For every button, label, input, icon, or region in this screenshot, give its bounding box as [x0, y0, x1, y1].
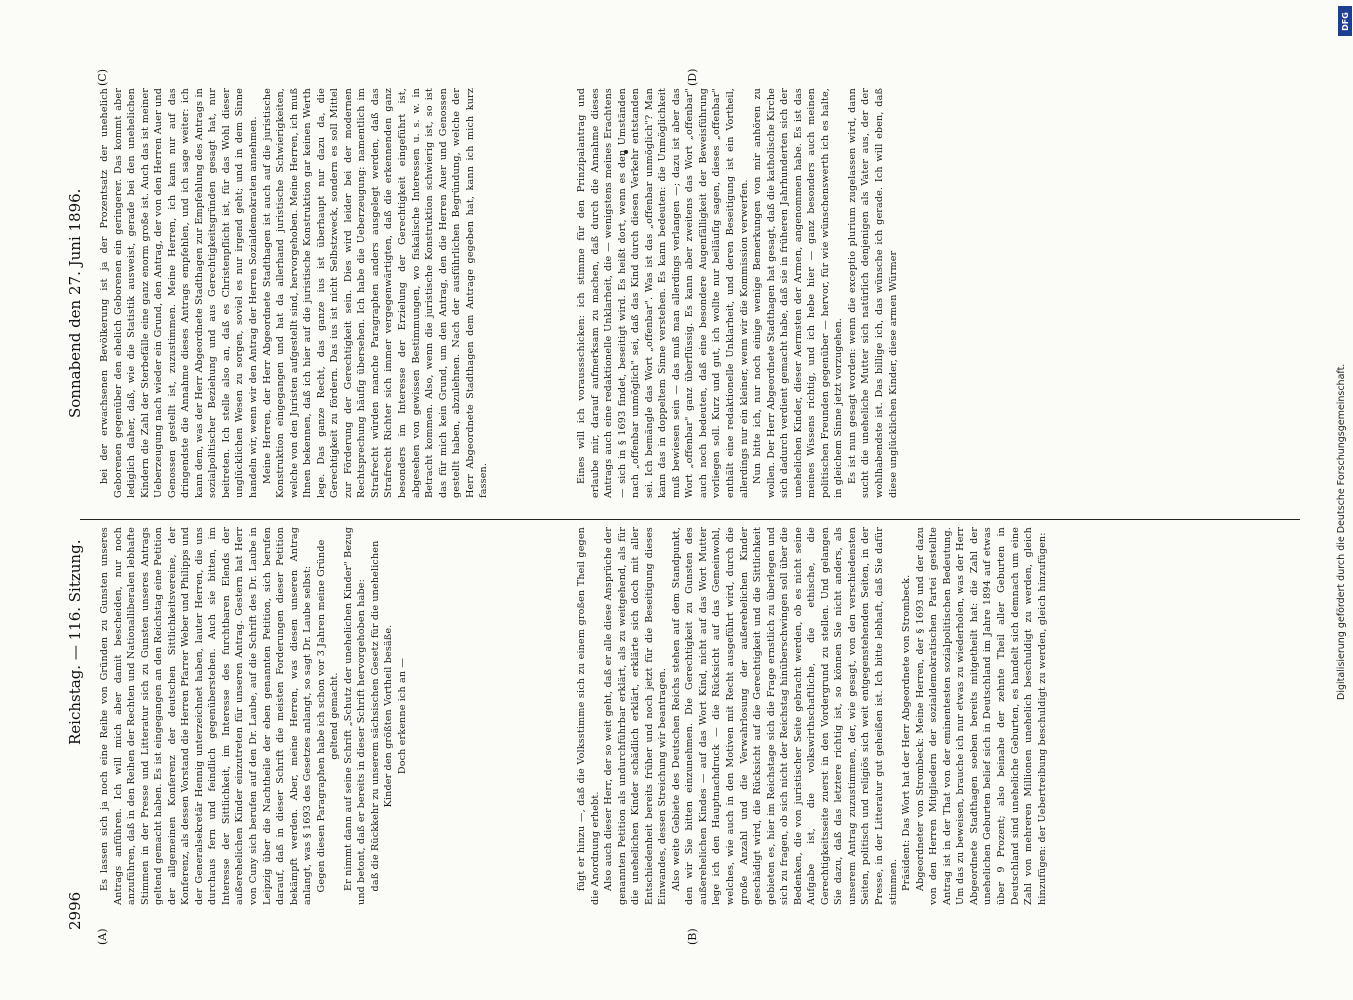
column-c	[98, 88, 491, 498]
paragraph: Abgeordneter von Strombeck: Meine Herren, der § 1693 und der dazu von den Herren Mitgliedern der sozialdemokratischen Partei gestellte Antrag ist in der That von der eminentesten sozialpolitischen Bedeutung. Um das zu beweisen, brauche ich nur etwas zu wiederholen, was der Herr Abgeordnete Stadthagen soeben bereits mitgetheilt hat: die Zahl der unehelichen Geburten belief sich in Deutschland im Jahre 1894 auf etwas über 9 Prozent; also beinahe der zehnte Theil aller Geburten in Deutschland sind uneheliche Geburten, es handelt sich demnach um eine Zahl von mehreren Millionen unehelich beschuldigt zu werden, gleich hinzufügen: der Uebertreibung beschuldigt zu werden, gleich hinzufügen:	[914, 527, 1048, 905]
paragraph: fügt er hinzu —, daß die Volksstimme sich zu einem großen Theil gegen die Anordnung erhebt.	[576, 527, 601, 905]
paragraph: Also weite Gebiete des Deutschen Reichs stehen auf dem Standpunkt, den wir Sie bitten einzunehmen. Die Gerechtigkeit zu Gunsten des außerehelichen Kindes — auf das Wort Kind, nicht auf das Wort Mutter lege ich den Hauptnachdruck — die Rücksicht auf das Gemeinwohl, welches, wie auch in den Motiven mit Recht ausgeführt wird, durch die große Anzahl und die Verwahrlosung der außerehelichen Kinder geschädigt wird, die Rücksicht auf die Gerechtigkeit und die Sittlichkeit gebieten es, hier im Reichstage sich die Frage ernstlich zu überlegen und sich zu fragen, ob sich nicht der Reichstag hinüberschwingen soll über die Bedenken, die von juristischer Seite gebracht werden, ob es nicht seine Aufgabe ist, die volkswirthschaftliche, die ethische, die Gerechtigkeitsseite zuerst in den Vordergrund zu stellen. Und gelangen Sie dazu, daß das letztere richtig ist, so können Sie nicht anders, als unserem Antrag zuzustimmen, der, wie gesagt, von den verschiedensten Seiten, politisch und religiös sich weit entgegenstehenden Seiten, in der Presse, in der Litteratur gut geheißen ist. Ich bitte lebhaft, daß Sie dafür stimmen.	[670, 527, 899, 905]
column-divider	[80, 519, 1300, 520]
session-date: Sonnabend den 27. Juni 1896.	[66, 188, 84, 418]
margin-mark-d: (D)	[686, 68, 699, 86]
paragraph: bei der erwachsenen Bevölkerung ist ja der Prozentsatz der unehelich Geborenen gegenüber den ehelich Geborenen ein geringerer. Das kommt aber lediglich daher, daß, wie die Statistik ausweist, gerade bei den unehelichen Kindern die Zahl der Sterbefälle eine ganz enorm große ist. Auch das ist meiner Ueberzeugung nach wieder ein Grund, den Antrag, der von den Herren Auer und Genossen gestellt ist, zuzustimmen. Meine Herren, ich kann nur auf das dringendste die Annahme dieses Antrags empfehlen, und ich sage weiter: ich kann dem, was der Herr Abgeordnete Stadthagen zur Empfehlung des Antrags in sozialpolitischer Beziehung und aus Gerechtigkeitsgründen gesagt hat, nur beitreten. Ich stelle also an, daß es Christenpflicht ist, für das Wohl dieser unglücklichen Wesen zu sorgen, soviel es nur irgend geht; und in dem Sinne handeln wir, wenn wir den Antrag der Herren Sozialdemokraten annehmen.	[99, 88, 260, 498]
paragraph: Er nimmt dann auf seine Schrift „Schutz der unehelichen Kinder" Bezug und betont, daß er bereits in dieser Schrift hervorgehoben habe:	[342, 527, 368, 905]
quote: daß die Rückkehr zu unserem sächsischen Gesetz für die unehelichen Kinder den größten Vortheil besäße.	[369, 540, 395, 892]
digitization-credit: Digitalisierung gefördert durch die Deutsche Forschungsgemeinschaft.	[1336, 363, 1347, 700]
paragraph: Es lassen sich ja noch eine Reihe von Gründen zu Gunsten unseres Antrags anführen. Ich will mich aber damit bescheiden, nur noch anzuführen, daß in den Reihen der Rechten und Nationalliberalen lebhafte Stimmen in der Presse und Litteratur sich zu Gunsten unseres Antrags geltend gemacht haben. Es ist eingegangen an den Reichstag eine Petition der allgemeinen Konferenz der deutschen Sittlichkeitsvereine, der Konferenz, als dessen Vorstand die Herren Pfarrer Weber und Philipps und der Generalsekretär Hennig unterzeichnet haben, lauter Herren, die uns durchaus fern und feindlich gegenüberstehen. Auch sie bitten, im Interesse der Sittlichkeit, im Interesse des furchtbaren Elends der außerehelichen Kinder einzutreten für unseren Antrag. Gestern hat Herr von Cuny sich berufen auf den Dr. Laube, auf die Schrift des Dr. Laube in Leipzig über die Nachtheile der eben genannten Petition, sich berufen darauf, daß in dieser Schrift die meisten Forderungen dieser Petition bekämpft werden. Aber, meine Herren, was diesen unseren Antrag anlangt, was § 1693 des Gesetzes anlangt, so sagt Dr. Laube selbst:	[99, 527, 314, 905]
page-number: 2996	[66, 891, 84, 930]
paragraph: Nun bitte ich, nur noch einige wenige Bemerkungen von mir anhören zu wollen. Der Herr Abgeordnete Stadthagen hat gesagt, daß die katholische Kirche sich dadurch verdient gemacht habe, daß sie in früheren Jahrhunderten sich der unehelichen Kinder, dieser Aermsten der Armen, angenommen habe. Es ist das meines Wissens richtig, und ich hebe hier — ganz besonders auch meinen politischen Freunden gegenüber — hervor, für wie wünschenswerth ich es halte, in gleichem Sinne jetzt vorzugehen.	[752, 88, 845, 498]
quote: Doch erkenne ich an —	[397, 657, 409, 775]
session-title: Reichstag. — 116. Sitzung.	[66, 539, 84, 745]
paragraph: Also auch dieser Herr, der so weit geht, daß er alle diese Ansprüche der genannten Petition als undurchführbar erklärt, als zu weitgehend, als für die unehelichen Kinder schädlich erklärt, erklärte sich doch mit aller Entschiedenheit bereits früher und noch jetzt für die Beseitigung dieses Einwandes, dessen Streichung wir beantragen.	[603, 527, 669, 905]
paragraph: Präsident: Das Wort hat der Herr Abgeordnete von Strombeck.	[901, 574, 913, 891]
margin-mark-a: (A)	[96, 928, 109, 945]
column-a	[98, 527, 410, 905]
quote: Gegen diesen Paragraphen habe ich schon vor 3 Jahren meine Gründe geltend gemacht.	[315, 539, 341, 893]
margin-mark-b: (B)	[686, 928, 699, 945]
margin-mark-c: (C)	[96, 69, 109, 86]
paragraph: Eines will ich voraussschicken: ich stimme für den Prinzipalantrag und erlaube mir, darauf aufmerksam zu machen, daß durch die Annahme dieses Antrags auch eine redaktionelle Unklarheit, die — wenigstens meines Erachtens — sich in § 1693 findet, beseitigt wird. Es heißt dort, wenn es den Umständen nach „offenbar unmöglich" sei, daß das Kind durch diesen Verkehr entstanden sei. Ich bemängle das Wort „offenbar". Was ist das „offenbar unmöglich"? Man kann das in doppeltem Sinne verstehen. Es kann bedeuten: die Unmöglichkeit muß bewiesen sein — das muß man allerdings verlangen —; dazu ist aber das Wort „offenbar" ganz überflüssig. Es kann aber zweitens das Wort „offenbar" auch noch bedeuten, daß eine besondere Augenfälligkeit der Beweisführung vorliegen soll. Kurz und gut, ich wollte nur beiläufig sagen, dieses „offenbar" enthält eine redaktionelle Unklarheit, und deren Beseitigung ist ein Vortheil, allerdings nur ein kleiner, wenn wir die Kommission verwerfen.	[576, 88, 750, 498]
column-b	[575, 527, 1049, 905]
paragraph: Es ist nun gesagt worden: wenn die exceptio plurium zugelassen wird, dann sucht die uneheliche Mutter sich natürlich denjenigen als Vater aus, der der wohlhabendste ist. Das billige ich, das wünsche ich gerade. Ich will eben, daß diese unglücklichen Kinder, diese armen Würmer	[846, 88, 899, 498]
dfg-logo: DFG	[1338, 6, 1352, 36]
column-d	[575, 88, 900, 498]
paragraph: Meine Herren, der Herr Abgeordnete Stadthagen ist auch auf die juristische Konstruktion eingegangen und hat da allerhand juristische Schwierigkeiten, welche von den Juristen aufgestellt sind, hervorgehoben. Meine Herren, ich muß Ihnen bekennen, daß ich hier auf die juristische Konstruktion gar keinen Werth lege. Das ganze Recht, das ganze ius ist überhaupt nur dazu da, die Gerechtigkeit zu fördern. Das ius ist nicht Selbstzweck, sondern es soll Mittel zur Förderung der Gerechtigkeit sein. Dies wird leider bei der modernen Rechtsprechung häufig übersehen. Ich habe die Ueberzeugung: namentlich im Strafrecht würden manche Paragraphen anders ausgelegt werden, daß das Strafrecht Richter sich immer vergegenwärtigten, daß die erkennenden ganz besonders im Interesse der Erzielung der Gerechtigkeit eingeführt ist, abgesehen von gewissen Bestimmungen, wo fiskalische Interessen u. s. w. in Betracht kommen. Also, wenn die juristische Konstruktion schwierig ist, so ist das für mich kein Grund, um den Antrag, den die Herren Auer und Genossen gestellt haben, abzulehnen. Nach der ausführlichen Begründung, welche der Herr Abgeordnete Stadthagen dem Antrage gegeben hat, kann ich mich kurz fassen.	[261, 88, 490, 498]
